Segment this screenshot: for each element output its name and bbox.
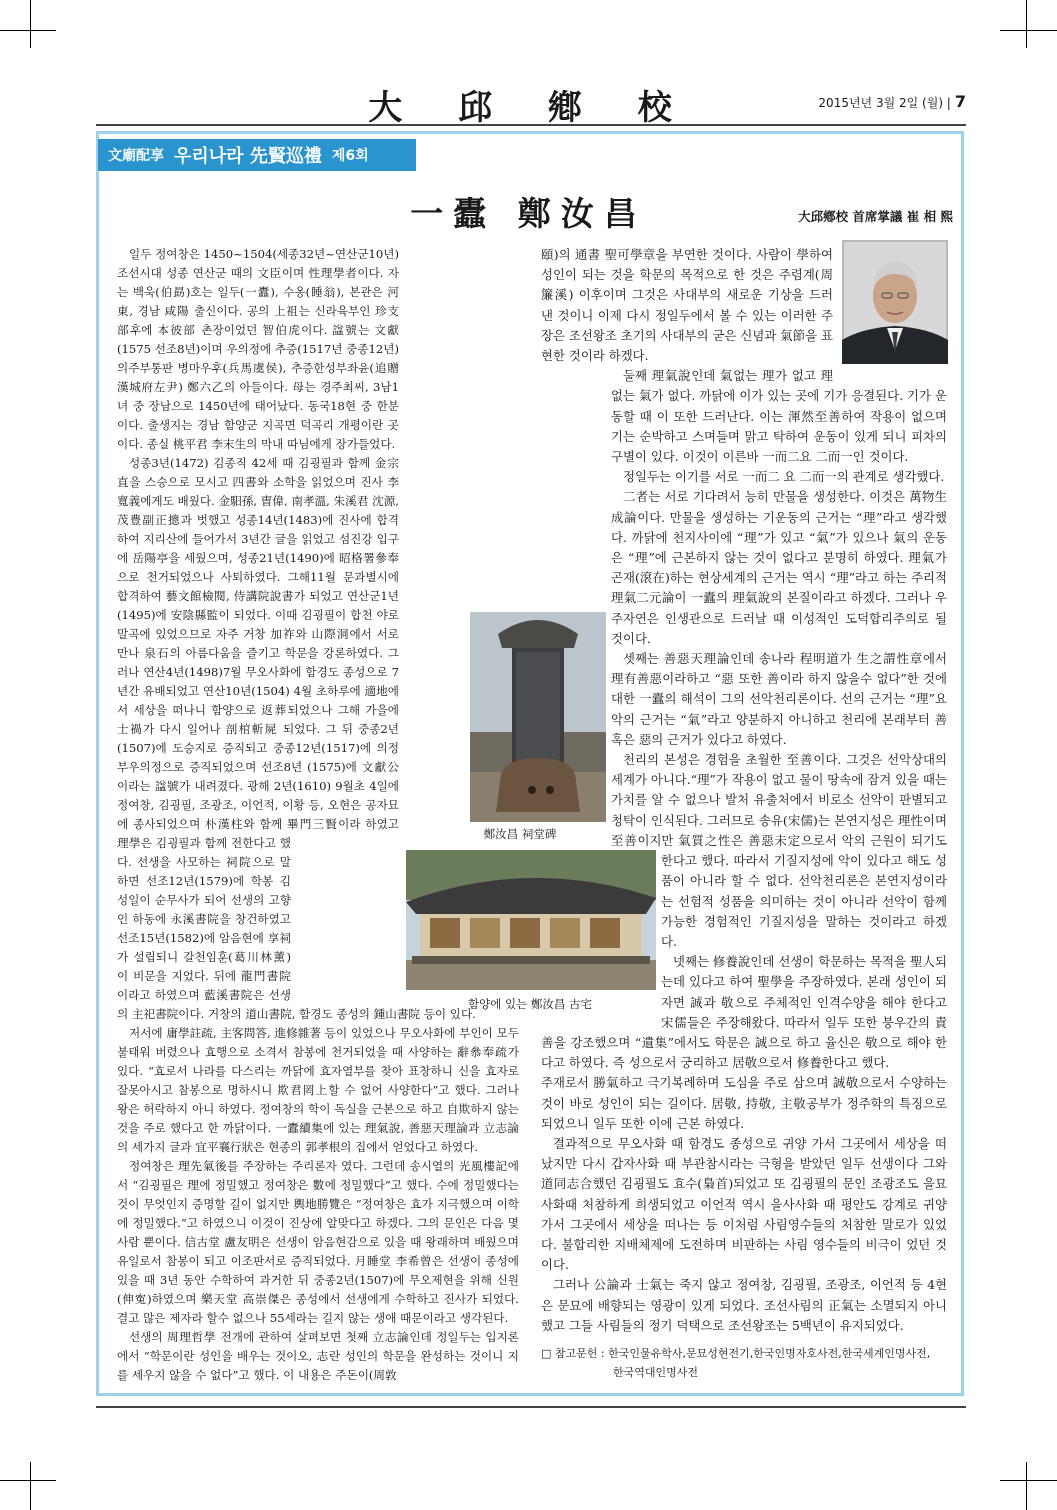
references-text: 한국인물유학사,문묘성현전기,한국인명자호사전,한국세계인명사전, [608,1346,931,1360]
references [541,1344,947,1382]
crop-mark [1000,1480,1057,1481]
photo-space [541,613,611,863]
paragraph: 성종3년(1472) 김종직 42세 때 김굉필과 함께 金宗直을 스승으로 모시고 四書와 소학을 읽었으며 진사 李寬義에게도 배웠다. 金馹孫, 曺偉, 南孝溫, 朱溪君 沈源, 茂豊副正摠과 벗했고 성종14년(1483)에 진사에 합격하여 지리산에 들어가서 3년간 글을 읽었고 섬진강 입구에 岳陽亭을 세웠으며, 성종21년(1490)에 昭格署參奉으로 천거되었으나 사퇴하였다. 그해11월 문과별시에 합격하여 藝文館檢閱, 侍講院說書가 되었고 연산군1년(1495)에 安陰縣監이 되었다. 이때 김굉필이 합천 야로 말곡에 있었으므로 자주 거창 加祚와 山際洞에서 서로 만나 泉石의 아름다움을 즐기고 학문을 강론하였다. 그러나 연산4년(1498)7월 무오사화에 함경도 종성으로 7년간 유배되었고 연산10년(1504) 4월 초하루에 適地에서 세상을 떠나니 함양으로 返葬되었으나 그해 가을에 士禍가 다시 일어나 剖棺斬屍 되었다. 그 뒤 중종2년(1507)에 도승지로 증직되고 중종12년(1517)에 의정부우의정으로 증직되었으며 선조8년 (1575)에 文獻公이라는 諡號가 내려졌다. 광해 2년(1610) 9월초 4일에 정여창, 김굉필, 조광조, 이언적, 이황 등, 오현은 공자묘에 종사되었으며 朴漢柱와 함께 畢門三賢이라 하였고 理學은 김굉필과 함께 전한다고 했다. 선생을 사모하는 祠院으로 말하면 선조12년(1579)에 학봉 김성일이 순무사가 되어 선생의 고향인 하동에 永溪書院을 창건하였고 선조15년(1582)에 암음현에 享祠가 설립되니 갈천임훈(葛川林薰)이 비문을 지었다. 뒤에 龍門書院이라고 하였으며 藍溪書院은 선생의 主祀書院이다. 거창의 道山書院, 함경도 종성의 鍾山書院 등이 있다. [117,456,476,1021]
banner-prefix: 文廟配享 [108,148,164,164]
paragraph: 둘째 理氣說인데 氣없는 理가 없고 理없는 氣가 없다. 까닭에 이가 있는 곳에 기가 응결된다. 기가 운동할 때 이 또한 드러난다. 이는 渾然至善하여 작용이 없으며 기는 순박하고 스며들며 맑고 탁하여 운동이 있게 되니 피차의 구별이 있다. 이것이 이른바 一而二요 二而一인 것이다. [611,368,947,465]
crop-mark [0,1480,56,1481]
issue-date [818,92,966,111]
paragraph: 결과적으로 무오사화 때 함경도 종성으로 귀양 가서 그곳에서 세상을 떠났지만 다시 갑자사화 때 부관참시라는 극형을 받았던 일두 선생이다 그와 道同志合했던 김굉필도 효수(梟首)되었고 또 김굉필의 문인 조광조도 을묘사화때 처참하게 희생되었고 이언적 역시 을사사화 때 평안도 강계로 귀양가서 그곳에서 세상을 떠나는 등 이처럼 사림영수들의 처참한 말로가 있었다. 불합리한 지배체제에 도전하며 비판하는 사림 영수들의 비극이 었던 것이다. [541,1135,947,1273]
banner-episode: 제6회 [331,148,369,164]
crop-mark [1000,30,1057,31]
crop-mark [1026,1462,1027,1510]
house-caption: 함양에 있는 鄭汝昌 古宅 [467,997,592,1011]
photo-space [541,863,661,1013]
text-column-left [117,245,519,1385]
series-banner [98,139,416,171]
page-number: 7 [954,92,966,111]
paragraph: 셋째는 善惡天理論인데 송나라 程明道가 生之謂性章에서 理有善惡이라하고 “惡 또한 善이라 하지 않을수 없다”한 것에 대한 一蠹의 해석이 그의 선악천리론이다. 선의 근거는 “理”요 악의 근거는 “氣”라고 양분하지 아니하고 천리에 본래부터 善 혹은 惡의 근거가 있다고 하였다. [611,651,947,747]
photo-space [833,245,947,371]
banner-series: 우리나라 先賢巡禮 [174,146,322,167]
article-title: 一蠹 鄭汝昌 [410,194,647,233]
photo-space [291,849,405,999]
paragraph: 정여창은 理先氣後를 주장하는 주리론자 였다. 그런데 송시열의 光風樓記에서 “김굉필은 理에 정밀했고 정여창은 數에 정밀했다”고 했다. 수에 정밀했다는 것이 무엇인지 증명할 길이 없지만 輿地勝覽은 “정여창은 효가 지극했으며 이학에 정밀했다.”고 하였으니 이것이 진상에 알맞다고 하겠다. 그의 문인은 다음 몇 사람 뿐이다. 信古堂 盧友明은 선생이 암음현감으로 있을 때 왕래하며 배웠으며 유일로서 참봉이 되고 이조판서로 증직되었다. 月睡堂 李希曾은 선생이 종성에 있을 때 3년 동안 수학하여 과거한 뒤 중종2년(1507)에 무오제현을 위해 신원(伸寃)하였으며 樂天堂 高崇傑은 종성에서 선생에게 수학하고 진사가 되었다. 결고 많은 제자라 할수 없으나 55세라는 길지 않는 생애 때문이라고 생각된다. [117,1159,519,1325]
photo-space [405,849,519,851]
references-line [541,1344,947,1363]
paragraph: 그러나 公論과 士氣는 죽지 않고 정여창, 김굉필, 조광조, 이언적 등 4현은 문묘에 배향되는 영광이 있게 되었다. 조선사림의 正氣는 소멸되지 아니 했고 그들 사림들의 정기 덕택으로 조선왕조는 5백년이 유지되었다. [541,1277,947,1333]
crop-mark [30,0,31,48]
paragraph: 넷째는 修養說인데 선생이 학문하는 목적을 聖人되는데 있다고 하여 聖學을 주장하였다. 본래 성인이 되자면 誠과 敬으로 주체적인 인격수양을 해야 한다고 宋儒들은 주장해왔다. 따라서 일두 또한 붕우간의 責善을 강조했으며 “遺集”에서도 학문은 誠으로 하고 율신은 敬으로 해야 한다고 하였다. 즉 성으로서 궁리하고 居敬으로서 修養한다고 했다. [541,954,947,1071]
paragraph: 선생의 周理哲學 전개에 관하여 살펴보면 첫째 立志論인데 정일두는 입지론에서 “학문이란 성인을 배우는 것이오, 志란 성인의 학문을 완성하는 것이니 지를 세우지 않을 수 없다”고 했다. 이 내용은 주돈이(周敦 [117,1330,519,1382]
stele-caption: 鄭汝昌 祠堂碑 [483,827,557,841]
paragraph: 정일두는 이기를 서로 一而二 요 二而一의 관계로 생각했다. [623,469,945,485]
paragraph: 주재로서 勝氣하고 극기복례하며 도심을 주로 삼으며 誠敬으로서 수양하는 것이 바로 성인이 되는 길이다. 居敬, 持敬, 主敬공부가 정주학의 특징으로 되었으니 일두 또한 이에 근본 하였다. [541,1075,947,1131]
paragraph: 천리의 본성은 경험을 초월한 至善이다. 그것은 선악상대의 세계가 아니다.“理”가 작용이 없고 물이 땅속에 잠겨 있을 때는 가치를 알 수 없으나 발처 유출처에서 비로소 선악이 판별되고 청탁이 인식된다. 그러므로 송유(宋儒)는 본연지성은 理性이며 至善이지만 氣質之性은 善惡未定으로서 악의 근원이 되기도 한다고 했다. 따라서 기질지성에 악이 있다고 해도 성품이 아니라 할 수 없다. 선악천리론은 본연지성이라는 선험적 성품을 의미하는 것이 아니라 선악이 함께 가능한 경험적인 기질지성을 말하는 것이라고 하겠다. [611,752,947,949]
byline: 大邱鄕校 首席掌議 崔 相 熙 [798,209,953,224]
paragraph: 頤)의 通書 聖可學章을 부연한 것이다. 사람이 學하여 성인이 되는 것을 학문의 목적으로 한 것은 주렴계(周簾溪) 이후이며 그것은 사대부의 새로운 기상을 드러낸 것이니 이제 다시 정일두에서 볼 수 있는 이러한 주장은 조선왕조 초기의 사대부의 굳은 신념과 氣節을 표현한 것이라 하겠다. [541,247,833,364]
masthead [96,78,966,128]
newspaper-title: 大 邱 鄕 校 [368,88,694,128]
photo-space [399,609,519,849]
paragraph: 일두 정여창은 1450~1504(세종32년~연산군10년) 조선시대 성종 연산군 때의 文臣이며 性理學者이다. 자는 백욱(伯勗)호는 일두(一蠹), 수옹(睡翁), 본관은 河東, 경남 咸陽 출신이다. 공의 上祖는 신라육부인 珍支部후에 本彼部 촌장이었던 智伯虎이다. 諡號는 文獻(1575 선조8년)이며 우의정에 추증(1517년 중종12년) 의주부통판 병마우후(兵馬虞侯), 추증한성부좌윤(追贈漢城府左尹) 鄭六乙의 아들이다. 母는 경주최씨, 3남1녀 중 장남으로 1450년에 태어났다. 동국18현 중 한분이다. 출생지는 경남 함양군 지곡면 덕곡리 개평이란 곳이다. 종실 桃平君 李末生의 막내 따님에게 장가들었다. [117,247,399,451]
paragraph: 저서에 庸學註疏, 主客問答, 進修雜著 등이 있었으나 무오사화에 부인이 모두 불태워 버렸으나 효행으로 소격서 참봉에 천거되었을 때 사양하는 辭叅奉疏가 있다. “효로서 나라를 다스리는 까닭에 효자열부를 찾아 표창하니 신을 효자로 잘못아시고 참봉으로 명하시니 欺君罔上할 수 없어 사양한다”고 했다. 그러나 왕은 허락하지 아니 하였다. 정여창의 학이 독실을 근본으로 하고 自欺하지 않는 것을 주로 했다고 한 까닭이다. 一蠹續集에 있는 理氣說, 善惡天理論과 立志論의 세가지 글과 宜平襄行狀은 현종의 郭孝根의 집에서 얻었다고 하였다. [117,1026,519,1154]
crop-mark [1026,0,1027,48]
paragraph: 二者는 서로 기다려서 능히 만물을 생성한다. 이것은 萬物生成論이다. 만물을 생성하는 기운동의 근거는 “理”라고 생각했다. 까닭에 천지사이에 “理”가 있고 “氣”가 있으나 氣의 운동은 “理”에 근본하지 않는 것이 없다고 분명히 하였다. 理氣가 곤재(滾在)하는 현상세계의 근거는 역시 “理”라고 하는 주리적 理氣二元論이 一蠹의 理氣說의 본질이라고 하겠다. 그러나 우주자연은 인생관으로 드러날 때 이성적인 도덕합리주의로 될 것이다. [611,489,947,646]
references-line: 한국역대인명사전 [613,1365,699,1379]
references-label: □ 참고문헌 : [541,1346,605,1360]
issue-date-text: 2015년년 3월 2일 (월) | [818,96,951,110]
crop-mark [0,30,56,31]
masthead-rule [96,124,966,126]
text-column-right [541,245,947,1385]
bottom-rule [96,1406,966,1408]
crop-mark [30,1462,31,1510]
